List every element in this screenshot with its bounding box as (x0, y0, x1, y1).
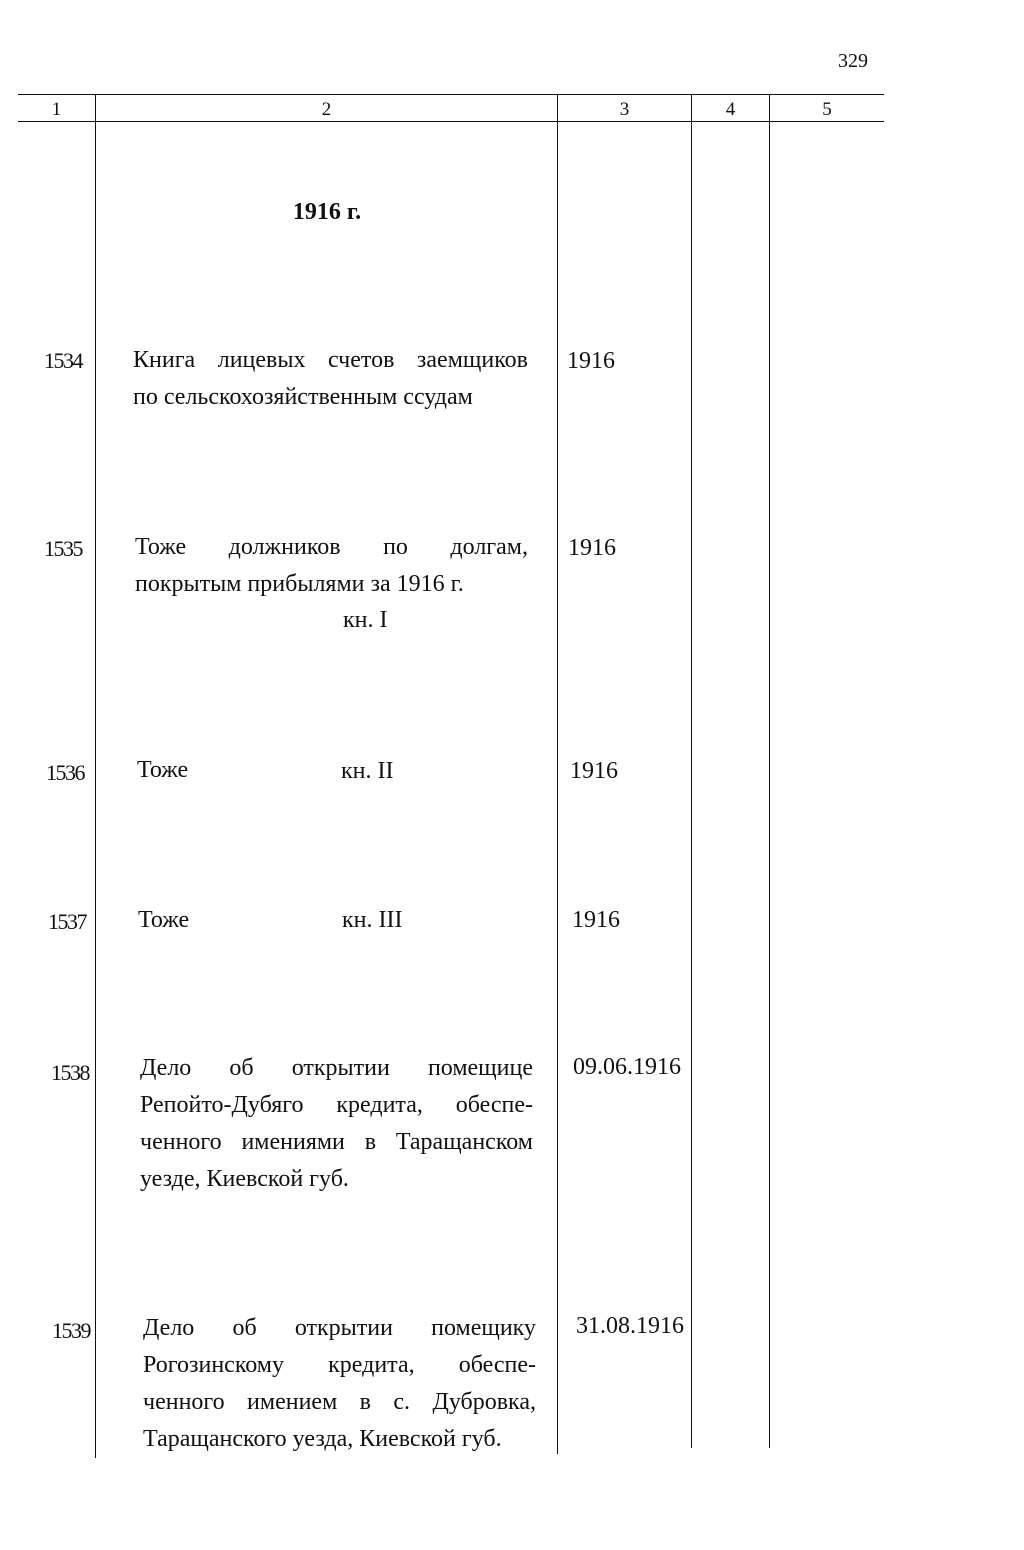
record-title (140, 1050, 533, 1198)
record-number: 1538 (51, 1060, 89, 1085)
record-number: 1537 (48, 909, 86, 934)
record-title (135, 529, 528, 603)
column-divider-1 (95, 94, 96, 1458)
record-date: 31.08.1916 (576, 1313, 684, 1339)
record-title-line: Дело об открытии помещику (143, 1315, 536, 1341)
record-date: 1916 (567, 348, 615, 374)
record-title-line: Тоже должников по долгам, (135, 534, 528, 560)
column-divider-3 (691, 94, 692, 1448)
table-top-rule (18, 94, 884, 95)
page-number: 329 (838, 50, 868, 72)
header-bottom-rule (18, 121, 884, 122)
record-date: 1916 (570, 758, 618, 784)
record-date: 1916 (572, 907, 620, 933)
record-title-line: уезде, Киевской губ. (140, 1166, 349, 1192)
column-header-2: 2 (321, 99, 332, 120)
record-title-line: Книга лицевых счетов заемщиков (133, 347, 528, 373)
record-book-label: кн. II (341, 758, 394, 784)
record-book-label: кн. I (343, 607, 388, 633)
record-title-line: Тоже (138, 907, 190, 933)
record-title-line: покрытым прибылями за 1916 г. (135, 571, 464, 597)
section-heading: 1916 г. (292, 199, 362, 225)
record-book-label: кн. III (342, 907, 403, 933)
column-header-3: 3 (619, 99, 630, 120)
record-title (137, 752, 188, 789)
record-title (138, 902, 189, 939)
record-number: 1534 (44, 348, 82, 373)
column-header-1: 1 (51, 99, 62, 120)
record-title (133, 342, 528, 416)
column-header-5: 5 (822, 99, 832, 120)
column-divider-2 (557, 94, 558, 1454)
record-title-line: Репойто-Дубяго кредита, обеспе- (140, 1092, 533, 1118)
record-title-line: по сельскохозяйственным ссудам (133, 384, 473, 410)
record-number: 1539 (52, 1318, 90, 1343)
record-title-line: ченного имением в с. Дубровка, (143, 1389, 536, 1415)
column-header-4: 4 (725, 99, 736, 120)
record-number: 1535 (44, 536, 82, 561)
record-title (143, 1310, 536, 1458)
record-date: 09.06.1916 (573, 1054, 681, 1080)
record-title-line: Рогозинскому кредита, обеспе- (143, 1352, 536, 1378)
record-title-line: Таращанского уезда, Киевской губ. (143, 1426, 502, 1452)
record-date: 1916 (568, 535, 616, 561)
record-number: 1536 (46, 760, 84, 785)
record-title-line: ченного имениями в Таращанском (140, 1129, 533, 1155)
column-divider-4 (769, 94, 770, 1448)
record-title-line: Тоже (137, 757, 189, 783)
record-title-line: Дело об открытии помещице (140, 1055, 533, 1081)
